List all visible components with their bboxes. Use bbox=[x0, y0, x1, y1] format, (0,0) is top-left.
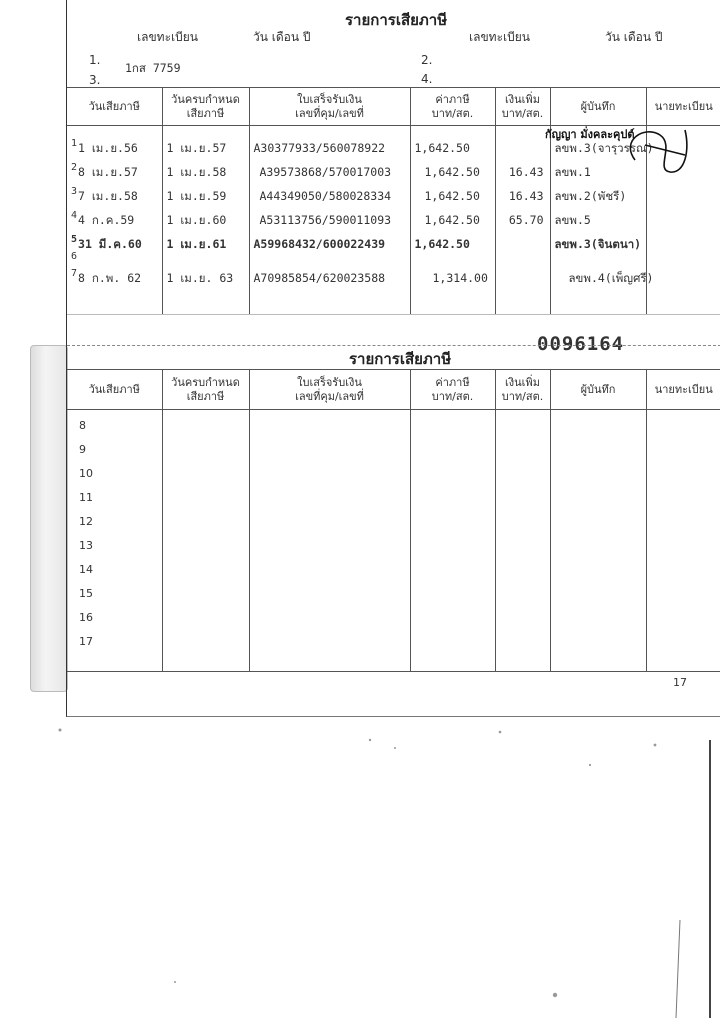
col2-tax: ค่าภาษี บาท/สต. bbox=[410, 370, 495, 410]
row3-receipt: A44349050/580028334 bbox=[259, 189, 392, 203]
tax-table-2 bbox=[67, 369, 720, 672]
row1-extra bbox=[500, 136, 544, 160]
row2-receipt: A39573868/570017003 bbox=[259, 165, 392, 179]
row2-paid: 28 เม.ย.57 bbox=[71, 162, 138, 179]
row3-extra: 16.43 bbox=[508, 189, 544, 203]
row6-receipt bbox=[254, 256, 406, 266]
row-number-13: 13 bbox=[79, 539, 93, 552]
row5-receipt: A59968432/600022439 bbox=[253, 237, 386, 251]
date-label-left: วัน เดือน ปี bbox=[253, 30, 311, 44]
folded-paper-strip bbox=[30, 345, 68, 692]
row4-receipt: A53113756/590011093 bbox=[259, 213, 392, 227]
col-extra: เงินเพิ่ม บาท/สต. bbox=[495, 88, 550, 126]
row7-recorder: ลขพ.4(เพ็ญศรี) bbox=[568, 271, 654, 285]
col-receipt: ใบเสร็จรับเงิน เลขที่คุม/เลขที่ bbox=[249, 88, 410, 126]
row-number-8: 8 bbox=[79, 419, 86, 432]
section1-bottom-rule bbox=[67, 314, 720, 315]
row1-paid: 11 เม.ย.56 bbox=[71, 138, 138, 155]
reg-slot-1-num: 1. bbox=[89, 53, 101, 67]
row5-due: 1 เม.ย.61 bbox=[166, 237, 227, 251]
page-number: 17 bbox=[673, 676, 687, 689]
row7-extra bbox=[500, 266, 544, 290]
date-label-right: วัน เดือน ปี bbox=[605, 30, 663, 44]
col-paid-date: วันเสียภาษี bbox=[67, 88, 162, 126]
row1-recorder: ลขพ.3(จารุวรรณ) bbox=[554, 141, 654, 155]
reg-slot-3-num: 3. bbox=[89, 73, 101, 87]
row3-recorder: ลขพ.2(พัชรี) bbox=[554, 189, 627, 203]
row7-tax: 1,314.00 bbox=[432, 271, 488, 285]
row6-extra bbox=[500, 256, 544, 266]
row4-due: 1 เม.ย.60 bbox=[166, 213, 227, 227]
row5-extra bbox=[500, 232, 544, 256]
col-due-date: วันครบกำหนด เสียภาษี bbox=[162, 88, 249, 126]
reg-slot-2-num: 2. bbox=[421, 53, 433, 67]
row5-paid: 531 มี.ค.60 bbox=[71, 234, 142, 251]
registration-page bbox=[66, 0, 720, 717]
row2-extra: 16.43 bbox=[508, 165, 544, 179]
row-number-10: 10 bbox=[79, 467, 93, 480]
row-number-12: 12 bbox=[79, 515, 93, 528]
section1-title: รายการเสียภาษี bbox=[345, 11, 448, 29]
row4-extra: 65.70 bbox=[508, 213, 544, 227]
row3-paid: 37 เม.ย.58 bbox=[71, 186, 138, 203]
row6-paid: 6 bbox=[71, 251, 78, 262]
signature-icon bbox=[615, 100, 705, 190]
row-number-11: 11 bbox=[79, 491, 93, 504]
row-number-14: 14 bbox=[79, 563, 93, 576]
col2-extra: เงินเพิ่ม บาท/สต. bbox=[495, 370, 550, 410]
col2-recorder: ผู้บันทึก bbox=[550, 370, 646, 410]
row-number-9: 9 bbox=[79, 443, 86, 456]
col-recorder: ผู้บันทึก bbox=[550, 88, 646, 126]
row2-tax: 1,642.50 bbox=[424, 165, 480, 179]
row4-paid: 44 ก.ค.59 bbox=[71, 210, 135, 227]
row1-due: 1 เม.ย.57 bbox=[166, 141, 227, 155]
row-number-16: 16 bbox=[79, 611, 93, 624]
row1-receipt: A30377933/560078922 bbox=[253, 141, 386, 155]
row-number-17: 17 bbox=[79, 635, 93, 648]
reg-slot-1-value: 1กส 7759 bbox=[125, 61, 181, 75]
reg-slot-4-num: 4. bbox=[421, 72, 433, 86]
row7-receipt: A70985854/620023588 bbox=[253, 271, 386, 285]
row6-due bbox=[167, 256, 245, 266]
row2-due: 1 เม.ย.58 bbox=[166, 165, 227, 179]
row7-paid: 78 ก.พ. 62 bbox=[71, 268, 142, 285]
col-registrar: นายทะเบียน bbox=[646, 88, 720, 126]
row4-recorder: ลขพ.5 bbox=[554, 213, 591, 227]
reg-label-right: เลขทะเบียน bbox=[469, 30, 530, 44]
row6-tax bbox=[415, 256, 491, 266]
officer-stamp: กัญญา มั่งคละคุปต์ bbox=[545, 128, 635, 141]
row5-recorder: ลขพ.3(จินตนา) bbox=[554, 237, 642, 251]
reg-label-left: เลขทะเบียน bbox=[137, 30, 198, 44]
section2-title: รายการเสียภาษี bbox=[349, 350, 452, 368]
row2-recorder: ลขพ.1 bbox=[554, 165, 591, 179]
col-tax: ค่าภาษี บาท/สต. bbox=[410, 88, 495, 126]
row6-recorder bbox=[555, 256, 642, 266]
section2-top-rule bbox=[67, 345, 720, 346]
col2-receipt: ใบเสร็จรับเงิน เลขที่คุม/เลขที่ bbox=[249, 370, 410, 410]
scan-noise-decoration bbox=[40, 720, 720, 1020]
row7-due: 1 เม.ย. 63 bbox=[166, 271, 234, 285]
row1-tax: 1,642.50 bbox=[414, 141, 470, 155]
col2-registrar: นายทะเบียน bbox=[646, 370, 720, 410]
serial-number: 0096164 bbox=[537, 333, 625, 355]
row3-tax: 1,642.50 bbox=[424, 189, 480, 203]
row3-due: 1 เม.ย.59 bbox=[166, 189, 227, 203]
row5-tax: 1,642.50 bbox=[414, 237, 470, 251]
row-number-15: 15 bbox=[79, 587, 93, 600]
col2-paid-date: วันเสียภาษี bbox=[67, 370, 162, 410]
col2-due-date: วันครบกำหนด เสียภาษี bbox=[162, 370, 249, 410]
row4-tax: 1,642.50 bbox=[424, 213, 480, 227]
